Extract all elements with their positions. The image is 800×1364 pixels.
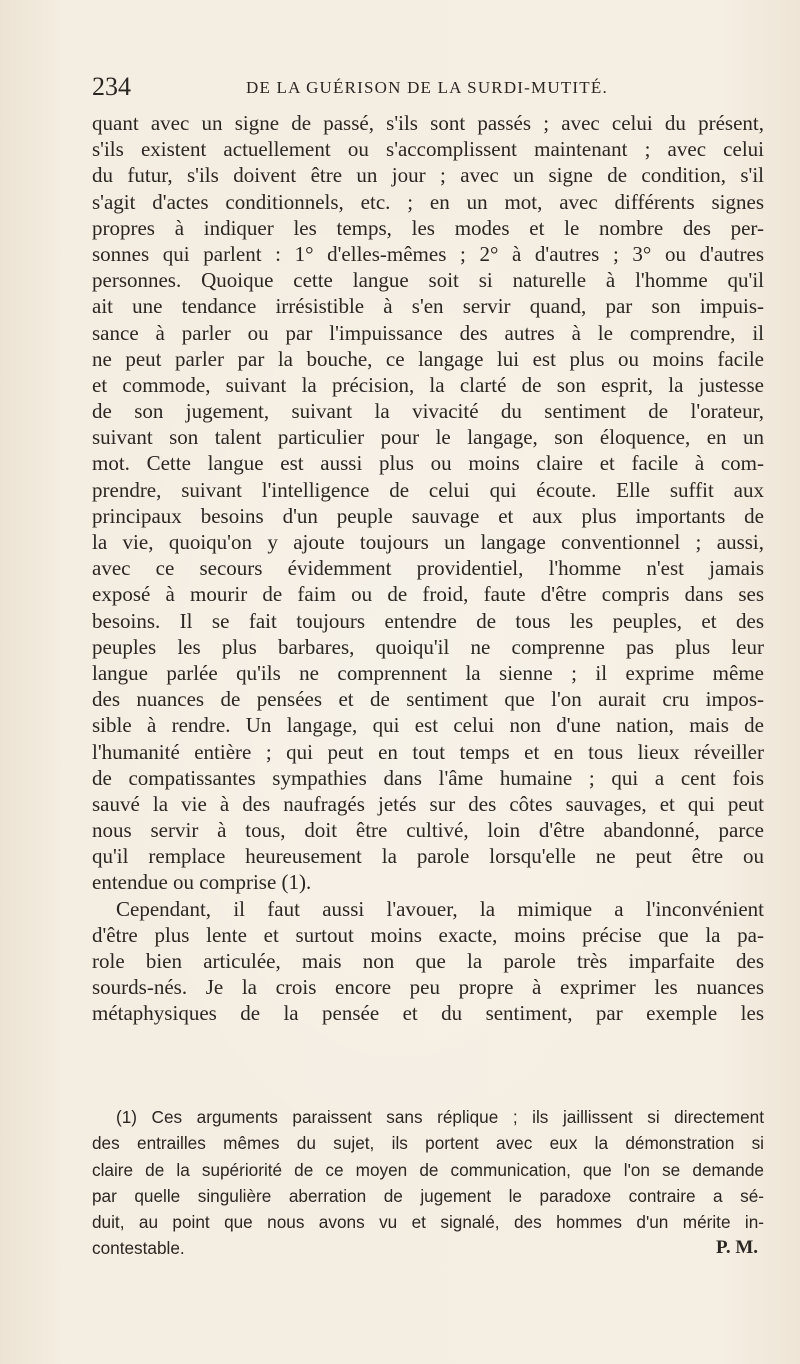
body-line: du futur, s'ils doivent être un jour ; avec un signe de condition, s'il (92, 163, 764, 188)
body-line: de compatissantes sympathies dans l'âme humaine ; qui a cent fois (92, 765, 764, 790)
footnote-signature: P. M. (715, 1237, 758, 1259)
body-line: exposé à mourir de faim ou de froid, faute d'être compris dans ses (92, 582, 764, 607)
page-header (92, 73, 762, 101)
body-line: avec ce secours évidemment providentiel, l'homme n'est jamais (92, 556, 764, 581)
body-text (92, 110, 764, 1027)
running-head: DE LA GUÉRISON DE LA SURDI-MUTITÉ. (246, 78, 608, 97)
body-line: personnes. Quoique cette langue soit si naturelle à l'homme qu'il (92, 268, 764, 293)
body-line: sonnes qui parlent : 1° d'elles-mêmes ; 2° à d'autres ; 3° ou d'autres (92, 241, 764, 266)
body-line: prendre, suivant l'intelligence de celui qui écoute. Elle suffit aux (92, 477, 764, 502)
footnote-line: par quelle singulière aberration de jugement le paradoxe contraire a sé- (92, 1185, 764, 1206)
footnote-line: claire de la supériorité de ce moyen de communication, que l'on se demande (92, 1159, 764, 1180)
page-number: 234 (92, 72, 131, 101)
body-line: quant avec un signe de passé, s'ils sont passés ; avec celui du présent, (92, 111, 764, 135)
footnote-line: duit, au point que nous avons vu et signalé, des hommes d'un mérite in- (92, 1212, 764, 1233)
body-line: et commode, suivant la précision, la clarté de son esprit, la justesse (92, 372, 764, 397)
footnote-line: des entrailles mêmes du sujet, ils portent avec eux la démonstration si (92, 1133, 764, 1154)
footnote-line: contestable. (92, 1238, 185, 1259)
body-line: s'ils existent actuellement ou s'accomplissent maintenant ; avec celui (92, 137, 764, 162)
body-line: sourds-nés. Je la crois encore peu propre à exprimer les nuances (92, 975, 764, 1000)
body-line: entendue ou comprise (1). (92, 870, 312, 895)
body-line: métaphysiques de la pensée et du sentiment, par exemple les (92, 1001, 764, 1026)
footnote-line: (1) Ces arguments paraissent sans réplique ; ils jaillissent si directement (116, 1107, 764, 1127)
footnote (92, 1104, 764, 1262)
body-line: de son jugement, suivant la vivacité du sentiment de l'orateur, (92, 399, 764, 424)
body-line: sauvé la vie à des naufragés jetés sur des côtes sauvages, et qui peut (92, 791, 764, 816)
body-line: peuples les plus barbares, quoiqu'il ne comprenne pas plus leur (92, 634, 764, 659)
body-line: sible à rendre. Un langage, qui est celui non d'une nation, mais de (92, 713, 764, 738)
body-line: sance à parler ou par l'impuissance des autres à le comprendre, il (92, 320, 764, 345)
body-line: des nuances de pensées et de sentiment que l'on aurait cru impos- (92, 687, 764, 712)
body-line: ait une tendance irrésistible à s'en servir quand, par son impuis- (92, 294, 764, 319)
body-line: s'agit d'actes conditionnels, etc. ; en un mot, avec différents signes (92, 189, 764, 214)
body-line: ne peut parler par la bouche, ce langage lui est plus ou moins facile (92, 346, 764, 371)
body-line: propres à indiquer les temps, les modes et le nombre des per- (92, 215, 764, 240)
body-line: la vie, quoiqu'on y ajoute toujours un langage conventionnel ; aussi, (92, 530, 764, 554)
footnote-last-line (92, 1235, 764, 1261)
body-line: role bien articulée, mais non que la parole très imparfaite des (92, 949, 764, 973)
body-line: Cependant, il faut aussi l'avouer, la mimique a l'inconvénient (116, 896, 764, 921)
body-line: l'humanité entière ; qui peut en tout temps et en tous lieux réveiller (92, 739, 764, 764)
body-line: qu'il remplace heureusement la parole lorsqu'elle ne peut être ou (92, 844, 764, 869)
body-line: suivant son talent particulier pour le langage, son éloquence, en un (92, 425, 764, 450)
body-line: besoins. Il se fait toujours entendre de tous les peuples, et des (92, 608, 764, 633)
body-line: nous servir à tous, doit être cultivé, loin d'être abandonné, parce (92, 818, 764, 843)
body-line: principaux besoins d'un peuple sauvage et aux plus importants de (92, 503, 764, 528)
body-line: mot. Cette langue est aussi plus ou moins claire et facile à com- (92, 451, 764, 476)
body-line: d'être plus lente et surtout moins exacte, moins précise que la pa- (92, 922, 764, 947)
body-line: langue parlée qu'ils ne comprennent la sienne ; il exprime même (92, 660, 764, 685)
